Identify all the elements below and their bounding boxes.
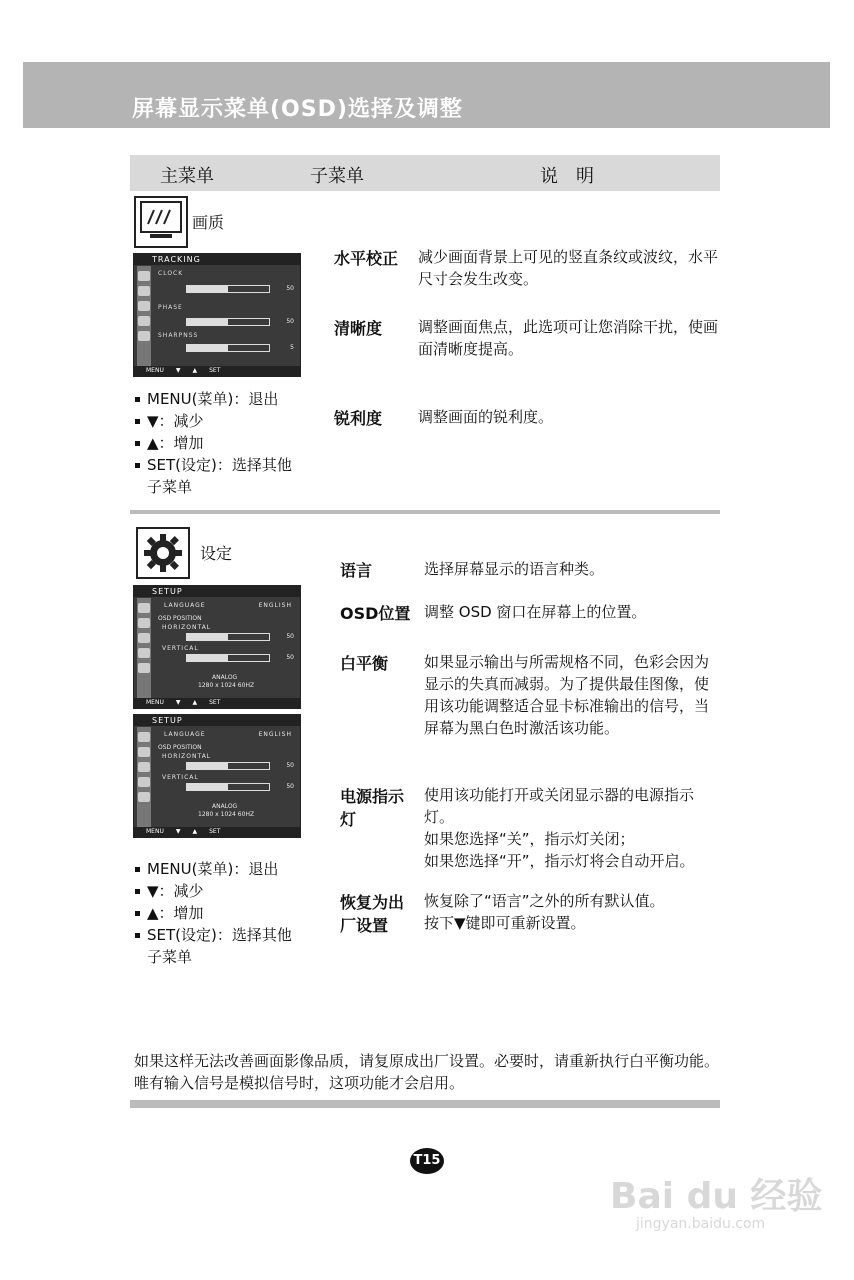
factory-reset-desc-2: 按下▼键即可重新设置。	[424, 914, 586, 932]
item-term-language: 语言	[340, 561, 373, 580]
item-desc-white-balance: 如果显示输出与所需规格不同，色彩会因为显示的失真而减弱。为了提供最佳图像，使用该功能调整适合显卡标准输出的信号，当屏幕为黑白色时激活该功能。	[424, 653, 710, 737]
clock-value: 50	[286, 285, 294, 292]
legend-down: ▼：减少	[135, 880, 292, 902]
legend-set-cont: 子菜单	[147, 478, 193, 496]
osd-vertical-label: VERTICAL	[162, 774, 199, 781]
legend-set: SET(设定)：选择其他	[135, 924, 292, 946]
item-desc-sharpness: 调整画面的锐利度。	[418, 408, 554, 426]
vertical-slider	[186, 783, 270, 791]
osd-signal: ANALOG	[212, 803, 238, 810]
osd-row-clock: CLOCK	[158, 270, 184, 277]
sharpness-value: 5	[290, 344, 294, 351]
legend-down: ▼：减少	[135, 410, 292, 432]
osd-title: SETUP	[134, 586, 300, 597]
osd-language-value: ENGLISH	[258, 731, 292, 738]
osd-vertical-label: VERTICAL	[162, 645, 199, 652]
footer-divider	[130, 1100, 720, 1108]
setup-osd-panel-1	[133, 585, 301, 709]
power-led-desc-2: 如果您选择“关”，指示灯关闭；	[424, 830, 635, 848]
legend-menu: MENU(菜单)：退出	[135, 858, 292, 880]
setup-osd-panel-2	[133, 714, 301, 838]
osd-horizontal-label: HORIZONTAL	[162, 624, 212, 631]
osd-row-phase: PHASE	[158, 304, 183, 311]
section1-key-legend	[135, 388, 292, 498]
page-title: 屏幕显示菜单(OSD)选择及调整	[132, 97, 463, 122]
phase-slider	[186, 318, 270, 326]
osd-sidebar	[137, 266, 151, 366]
gear-icon	[136, 527, 190, 579]
legend-up: ▲：增加	[135, 432, 292, 454]
column-header-bar	[130, 155, 720, 191]
tracking-osd-panel	[133, 253, 301, 377]
item-term-osd-position: OSD位置	[340, 604, 411, 623]
item-term-clarity: 清晰度	[334, 319, 383, 338]
osd-position-label: OSD POSITION	[158, 615, 202, 622]
osd-resolution: 1280 x 1024 60HZ	[198, 682, 255, 689]
osd-footer: MENU ▼ ▲ SET	[134, 366, 300, 376]
item-desc-factory-reset	[424, 890, 720, 934]
horizontal-value: 50	[286, 633, 294, 640]
osd-language-value: ENGLISH	[258, 602, 292, 609]
osd-footer: MENU ▼ ▲ SET	[134, 827, 300, 837]
item-term-sharpness: 锐利度	[334, 409, 383, 428]
legend-menu: MENU(菜单)：退出	[135, 388, 292, 410]
osd-horizontal-label: HORIZONTAL	[162, 753, 212, 760]
picture-label: 画质	[192, 213, 225, 232]
vertical-value: 50	[286, 654, 294, 661]
setup-label: 设定	[200, 544, 233, 563]
item-desc-osd-position: 调整 OSD 窗口在屏幕上的位置。	[424, 603, 647, 621]
section-divider	[130, 510, 720, 514]
watermark-url: jingyan.baidu.com	[636, 1216, 766, 1232]
osd-resolution: 1280 x 1024 60HZ	[198, 811, 255, 818]
osd-footer: MENU ▼ ▲ SET	[134, 698, 300, 708]
osd-row-sharpness: SHARPNSS	[158, 332, 199, 339]
power-led-desc-3: 如果您选择“开”，指示灯将会自动开启。	[424, 852, 695, 870]
column-main-menu: 主菜单	[160, 166, 214, 187]
osd-position-label: OSD POSITION	[158, 744, 202, 751]
osd-title: TRACKING	[134, 254, 300, 265]
vertical-value: 50	[286, 783, 294, 790]
factory-reset-desc-1: 恢复除了“语言”之外的所有默认值。	[424, 892, 665, 910]
item-desc-clarity: 调整画面焦点，此选项可让您消除干扰，使画面清晰度提高。	[418, 318, 719, 358]
section2-key-legend	[135, 858, 292, 968]
clock-slider	[186, 285, 270, 293]
item-desc-language: 选择屏幕显示的语言种类。	[424, 560, 605, 578]
phase-value: 50	[286, 318, 294, 325]
legend-set-cont: 子菜单	[147, 948, 193, 966]
page-number: T15	[410, 1148, 444, 1174]
horizontal-value: 50	[286, 762, 294, 769]
footnote: 如果这样无法改善画面影像品质，请复原成出厂设置。必要时，请重新执行白平衡功能。唯有输入信号是模拟信号时，这项功能才会启用。	[134, 1052, 720, 1092]
item-term-white-balance: 白平衡	[340, 654, 389, 673]
horizontal-slider	[186, 633, 270, 641]
item-term-horizontal: 水平校正	[334, 249, 399, 268]
power-led-desc-1: 使用该功能打开或关闭显示器的电源指示灯。	[424, 786, 695, 826]
item-term-power-led: 电源指示灯	[340, 787, 405, 829]
item-desc-horizontal: 减少画面背景上可见的竖直条纹或波纹，水平尺寸会发生改变。	[418, 248, 719, 288]
legend-set: SET(设定)：选择其他	[135, 454, 292, 476]
picture-icon	[134, 196, 188, 248]
osd-language-label: LANGUAGE	[164, 602, 206, 609]
legend-up: ▲：增加	[135, 902, 292, 924]
column-description: 说 明	[540, 166, 594, 187]
osd-language-label: LANGUAGE	[164, 731, 206, 738]
watermark-brand: Bai du 经验	[610, 1176, 823, 1217]
sharpness-slider	[186, 344, 270, 352]
column-sub-menu: 子菜单	[310, 166, 364, 187]
item-term-factory-reset: 恢复为出厂设置	[340, 893, 405, 935]
osd-signal: ANALOG	[212, 674, 238, 681]
horizontal-slider	[186, 762, 270, 770]
vertical-slider	[186, 654, 270, 662]
item-desc-power-led	[424, 784, 720, 872]
osd-title: SETUP	[134, 715, 300, 726]
